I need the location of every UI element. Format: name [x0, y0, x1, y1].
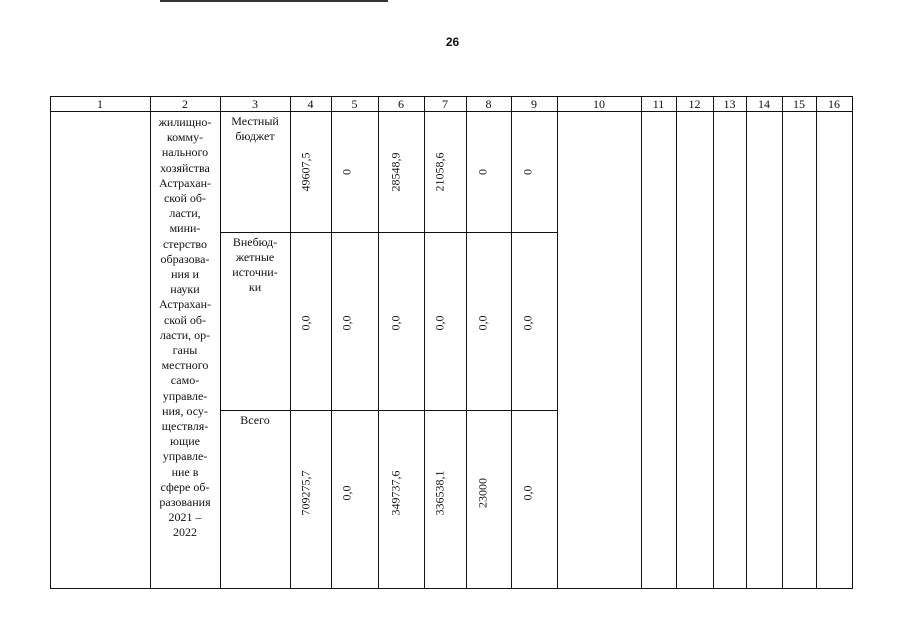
- value-total-col6: 349737,6: [388, 470, 403, 516]
- border-table-right: [852, 96, 853, 589]
- value-local-col5: 0: [339, 169, 354, 175]
- border-col-10-left: [557, 96, 558, 589]
- column-number-1: 1: [97, 97, 103, 111]
- row-divider-2: [220, 410, 557, 411]
- page-number: 26: [445, 35, 460, 49]
- value-total-col4: 709275,7: [298, 470, 313, 516]
- border-col-16-left: [816, 96, 817, 589]
- column-number-5: 5: [351, 97, 358, 111]
- border-col-6-left: [378, 96, 379, 589]
- border-col-9-left: [511, 96, 512, 589]
- column-number-15: 15: [793, 97, 805, 111]
- border-col-11-left: [641, 96, 642, 589]
- border-col-4-left: [290, 96, 291, 589]
- column-number-3: 3: [252, 97, 258, 111]
- value-extra-col6: 0,0: [388, 315, 403, 331]
- executor-text: жилищно- комму- нального хозяйства Астрахан- ской об- ласти, мини- стерство образова- ния и науки Астрахан- ской об- ласти, ор- ганы местного само- управле- ния, осу- ществля- ющие управле- ние в сфере об- разования 2021 – 2022: [158, 115, 212, 540]
- column-number-10: 10: [593, 97, 605, 111]
- value-total-col5: 0,0: [339, 485, 354, 501]
- column-number-16: 16: [828, 97, 840, 111]
- value-extra-col4: 0,0: [298, 315, 313, 331]
- column-number-6: 6: [398, 97, 404, 111]
- source-label-extrabudgetary: Внебюд- жетные источни- ки: [232, 235, 278, 294]
- header-bottom-border: [50, 111, 853, 112]
- value-local-col7: 21058,6: [432, 152, 447, 192]
- column-number-12: 12: [688, 97, 701, 111]
- column-number-4: 4: [307, 97, 314, 111]
- value-local-col4: 49607,5: [298, 152, 313, 192]
- column-number-9: 9: [531, 97, 537, 111]
- source-label-total: Всего: [240, 413, 270, 427]
- value-extra-col7: 0,0: [432, 315, 447, 331]
- border-col-12-left: [676, 96, 677, 589]
- border-col-13-left: [713, 96, 714, 589]
- value-total-col7: 336538,1: [432, 470, 447, 516]
- border-col-14-left: [746, 96, 747, 589]
- column-number-2: 2: [182, 97, 188, 111]
- border-col-1-left: [50, 96, 51, 589]
- border-col-7-left: [424, 96, 425, 589]
- table-bottom-border: [50, 588, 853, 589]
- column-number-13: 13: [723, 97, 736, 111]
- value-extra-col9: 0,0: [520, 315, 535, 331]
- border-col-3-left: [220, 96, 221, 589]
- value-local-col8: 0: [475, 169, 490, 175]
- column-number-14: 14: [758, 97, 770, 111]
- border-col-8-left: [466, 96, 467, 589]
- value-extra-col5: 0,0: [339, 315, 354, 331]
- column-number-7: 7: [442, 97, 448, 111]
- value-total-col9: 0,0: [520, 485, 535, 501]
- source-label-local-budget: Местный бюджет: [231, 114, 279, 143]
- column-number-11: 11: [652, 97, 665, 111]
- row-divider-1: [220, 232, 557, 233]
- column-number-8: 8: [485, 97, 492, 111]
- border-col-5-left: [331, 96, 332, 589]
- border-col-15-left: [782, 96, 783, 589]
- value-extra-col8: 0,0: [475, 315, 490, 331]
- value-local-col6: 28548,9: [388, 152, 403, 192]
- value-total-col8: 23000: [475, 478, 490, 508]
- value-local-col9: 0: [520, 169, 535, 175]
